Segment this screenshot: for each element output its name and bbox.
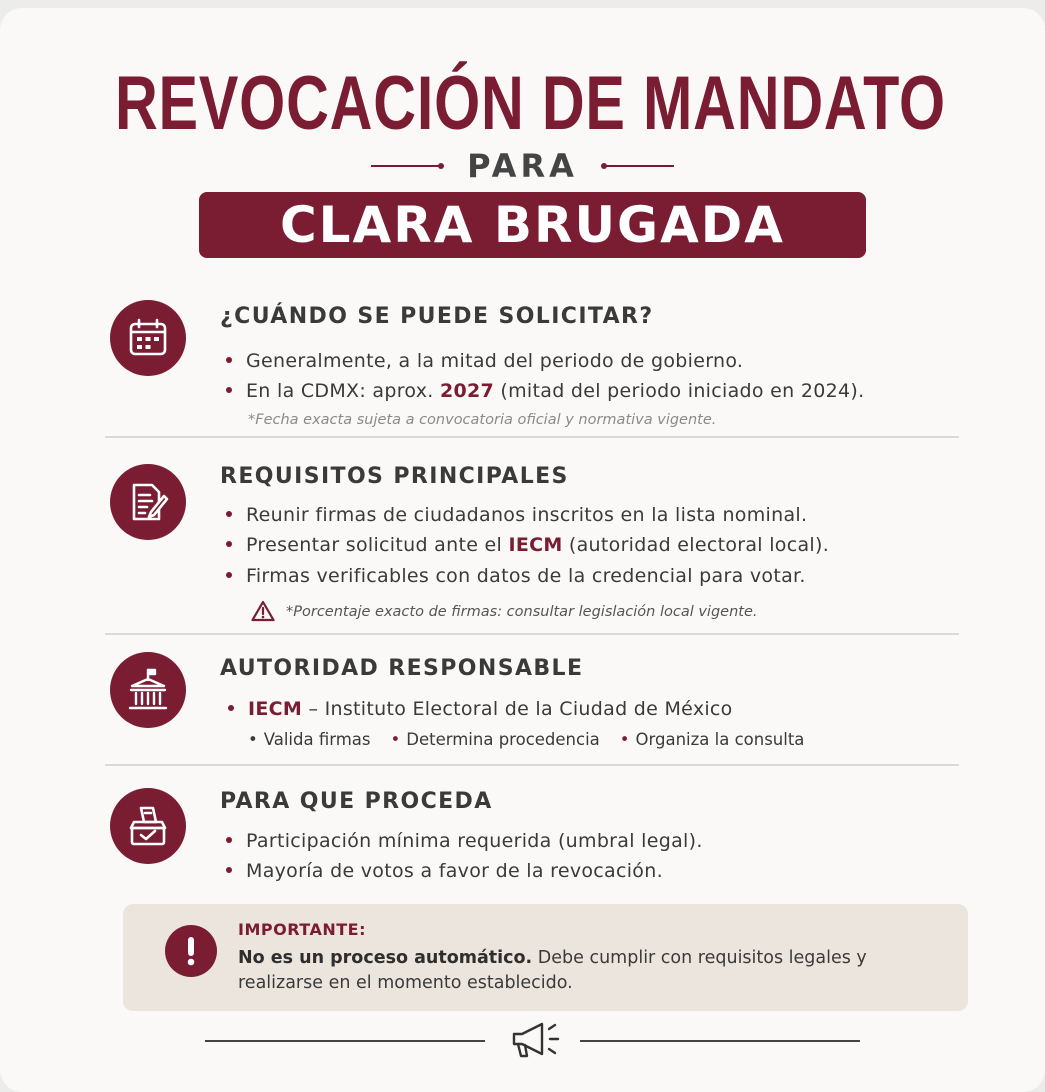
highlight-iecm: IECM	[508, 534, 563, 556]
bullet-text: (mitad del periodo iniciado en 2024).	[494, 380, 865, 402]
sub-items	[248, 730, 804, 749]
important-panel	[123, 904, 968, 1011]
bullet-item	[226, 380, 864, 402]
connector-row	[0, 146, 1045, 186]
important-label: IMPORTANTE:	[238, 920, 366, 939]
highlight-year: 2027	[439, 380, 495, 402]
infographic-card	[0, 8, 1045, 1092]
bullet-item	[226, 350, 743, 372]
megaphone-icon	[506, 1016, 566, 1064]
important-body: Debe cumplir con requisitos legales y realizarse en el momento establecido.	[238, 948, 867, 993]
bullet-text: Generalmente, a la mitad del periodo de gobierno.	[246, 350, 744, 372]
bullet-text: Presentar solicitud ante el	[246, 534, 509, 556]
important-text	[238, 946, 938, 996]
bullet-text: Mayoría de votos a favor de la revocación.	[246, 860, 663, 882]
bullet-text: En la CDMX: aprox.	[246, 380, 440, 402]
bullet-text: Participación mínima requerida (umbral legal).	[246, 830, 703, 852]
bullet-item	[228, 698, 733, 720]
footer-line-right	[580, 1040, 860, 1042]
sub-item: • Organiza la consulta	[620, 730, 805, 749]
section-divider	[105, 633, 959, 635]
footnote: *Porcentaje exacto de firmas: consultar legislación local vigente.	[286, 604, 758, 620]
bullet-item	[226, 534, 829, 556]
sub-item: • Valida firmas	[248, 730, 371, 749]
footnote: *Fecha exacta sujeta a convocatoria oficial y normativa vigente.	[248, 412, 717, 428]
section-title-proceda: PARA QUE PROCEDA	[220, 789, 493, 814]
document-pen-icon	[110, 464, 186, 540]
bullet-text: Firmas verificables con datos de la credencial para votar.	[246, 565, 806, 587]
footer-line-left	[205, 1040, 485, 1042]
bullet-text: – Instituto Electoral de la Ciudad de México	[302, 698, 733, 720]
bullet-item	[226, 504, 807, 526]
section-title-requisitos: REQUISITOS PRINCIPALES	[220, 464, 569, 489]
exclamation-icon	[165, 925, 217, 977]
section-title-autoridad: AUTORIDAD RESPONSABLE	[220, 656, 584, 681]
main-title: REVOCACIÓN DE MANDATO	[114, 61, 946, 146]
warning-icon	[251, 600, 275, 622]
bullet-item	[226, 830, 703, 852]
name-banner	[199, 192, 866, 258]
ballot-box-icon	[110, 788, 186, 864]
section-divider	[105, 436, 959, 438]
highlight-iecm: IECM	[248, 698, 303, 720]
important-bold: No es un proceso automático.	[238, 948, 533, 968]
bullet-text: (autoridad electoral local).	[562, 534, 830, 556]
banner-text: CLARA BRUGADA	[279, 196, 785, 254]
bullet-item	[226, 860, 663, 882]
section-divider	[105, 764, 959, 766]
calendar-icon	[110, 300, 186, 376]
connector-text: PARA	[467, 147, 578, 185]
bullet-text: Reunir firmas de ciudadanos inscritos en la lista nominal.	[246, 504, 808, 526]
bullet-item	[226, 565, 806, 587]
sub-item: • Determina procedencia	[391, 730, 600, 749]
section-title-cuando: ¿CUÁNDO SE PUEDE SOLICITAR?	[220, 304, 654, 329]
connector-line-right	[604, 165, 674, 167]
connector-line-left	[371, 165, 441, 167]
government-building-icon	[110, 652, 186, 728]
